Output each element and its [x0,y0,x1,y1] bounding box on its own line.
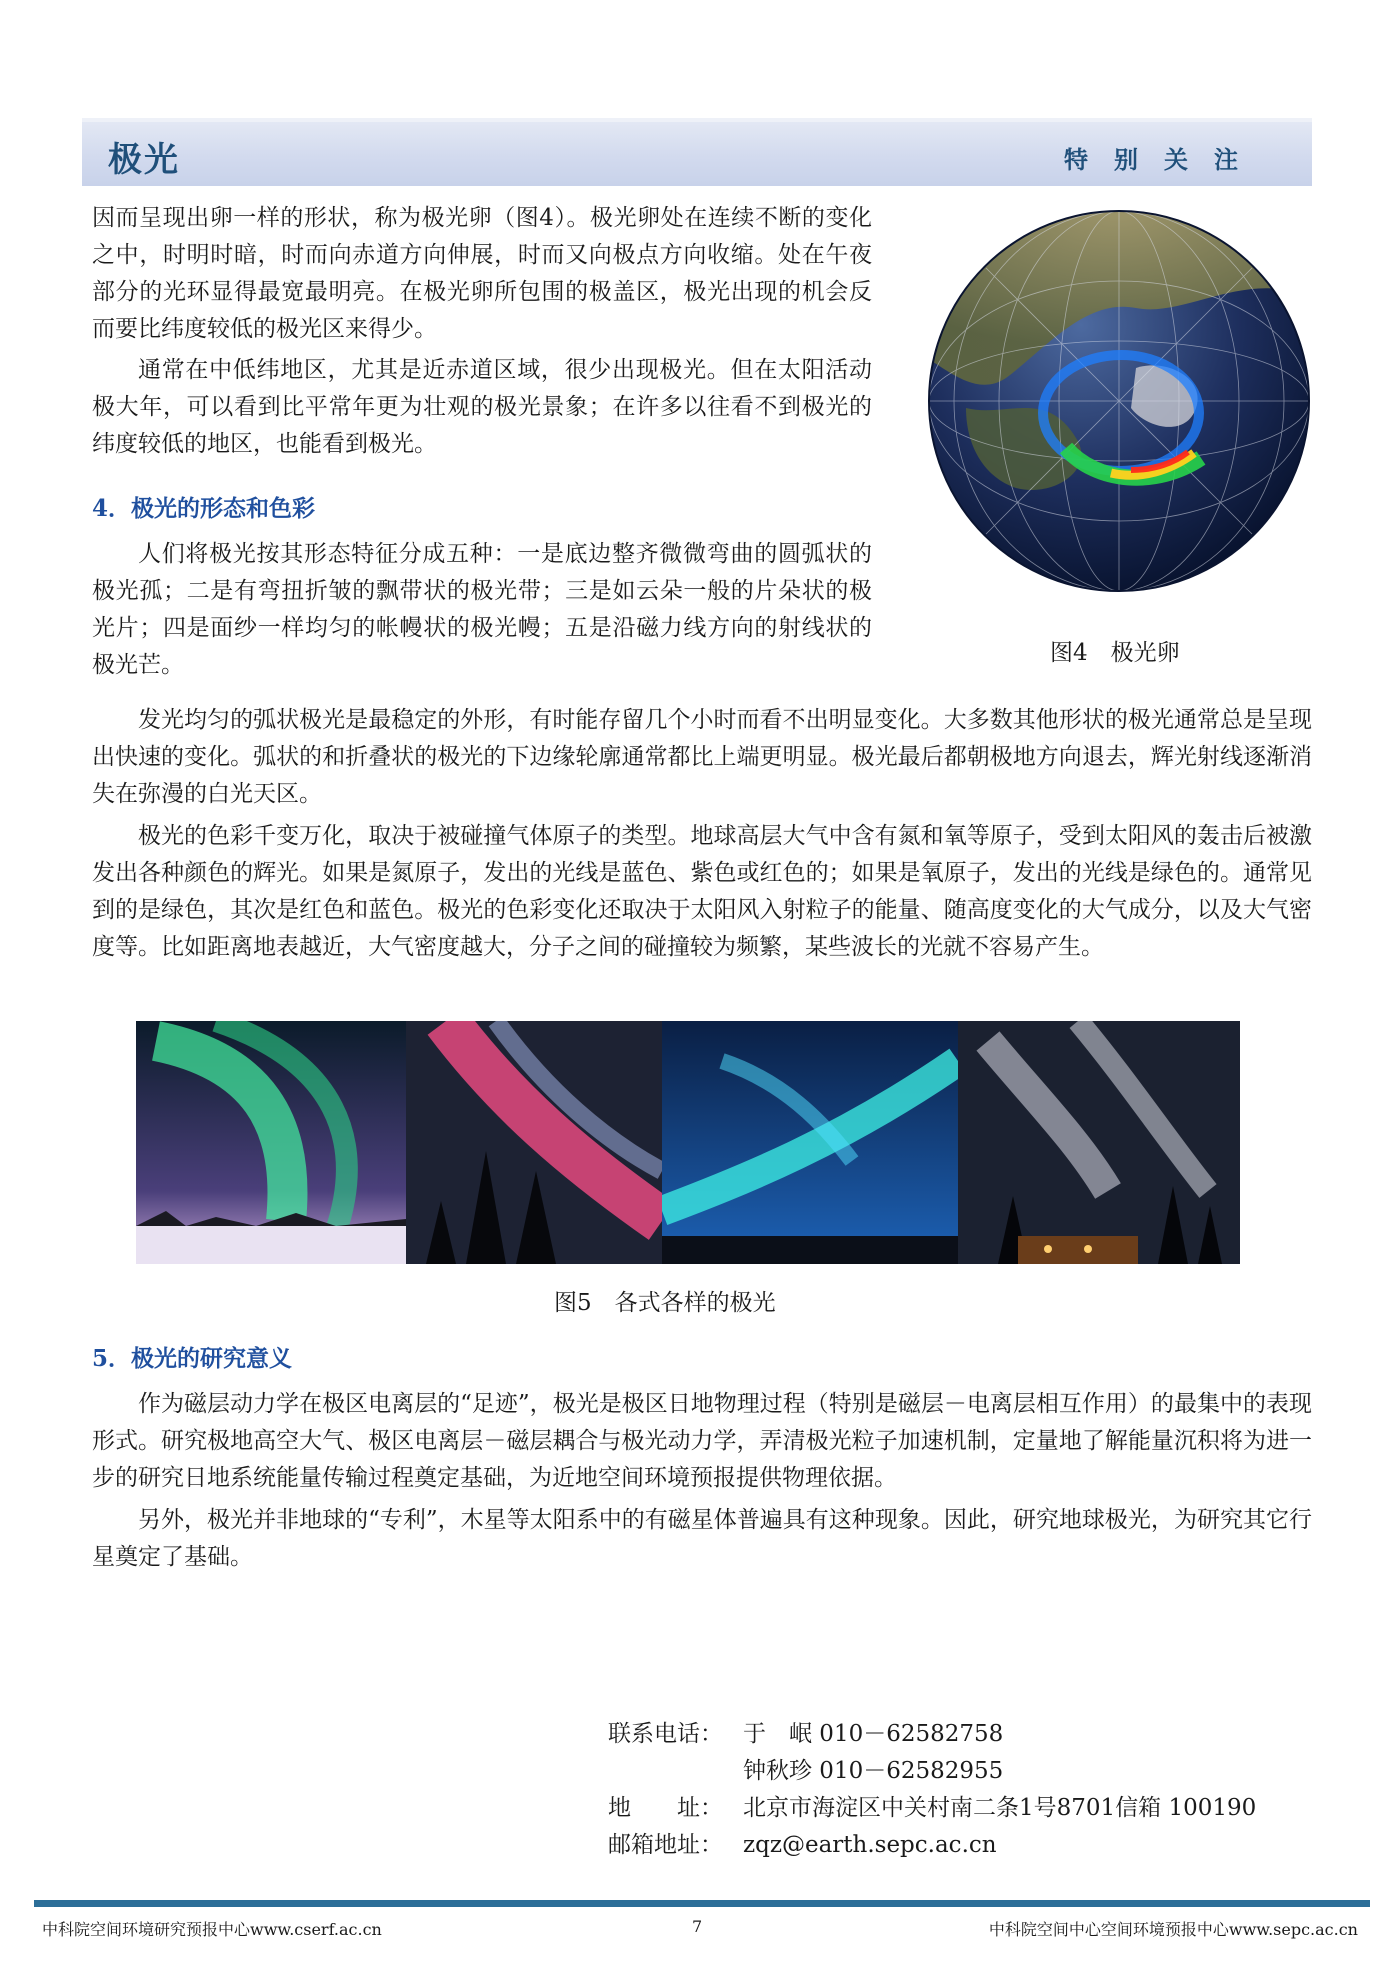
footer-left: 中科院空间环境研究预报中心www.cserf.ac.cn [42,1920,382,1939]
auroral-oval-globe-image [926,208,1312,594]
section-title: 极光 [108,140,180,180]
aurora-photo-green-arc [136,1021,406,1264]
paragraph-2: 通常在中低纬地区，尤其是近赤道区域，很少出现极光。但在太阳活动极大年，可以看到比平常年更为壮观的极光景象；在许多以往看不到极光的纬度较低的地区，也能看到极光。 [92,357,872,457]
section-tag: 特别关注 [1064,145,1264,174]
phone-1: 于 岷 010－62582758 [743,1721,1004,1747]
address-label: 地 址： [608,1795,723,1821]
figure-5-caption: 图5 各式各样的极光 [554,1290,776,1316]
heading-4: 4．极光的形态和色彩 [92,495,316,522]
header-banner [82,118,1312,186]
aurora-photo-white-rays [958,1021,1240,1264]
figure-4-caption: 图4 极光卵 [1050,640,1180,666]
paragraph-3: 人们将极光按其形态特征分成五种：一是底边整齐微微弯曲的圆弧状的极光孤；二是有弯扭折皱的飘带状的极光带；三是如云朵一般的片朵状的极光片；四是面纱一样均匀的帐幔状的极光幔；五是沿磁力线方向的射线状的极光芒。 [92,541,872,678]
aurora-photo-pink-curtain [406,1021,662,1264]
footer-right: 中科院空间中心空间环境预报中心www.sepc.ac.cn [988,1920,1358,1939]
phone-2: 钟秋珍 010－62582955 [743,1758,1004,1784]
footer-divider [34,1900,1370,1907]
email: zqz@earth.sepc.ac.cn [743,1832,997,1858]
paragraph-6: 作为磁层动力学在极区电离层的“足迹”，极光是极区日地物理过程（特别是磁层－电离层相互作用）的最集中的表现形式。研究极地高空大气、极区电离层－磁层耦合与极光动力学，弄清极光粒子加速机制，定量地了解能量沉积将为进一步的研究日地系统能量传输过程奠定基础，为近地空间环境预报提供物理依据。 [92,1391,1312,1491]
email-label: 邮箱地址： [608,1832,723,1858]
heading-5: 5．极光的研究意义 [92,1345,293,1372]
paragraph-5: 极光的色彩千变万化，取决于被碰撞气体原子的类型。地球高层大气中含有氮和氧等原子，受到太阳风的轰击后被激发出各种颜色的辉光。如果是氮原子，发出的光线是蓝色、紫色或红色的；如果是氧原子，发出的光线是绿色的。通常见到的是绿色，其次是红色和蓝色。极光的色彩变化还取决于太阳风入射粒子的能量、随高度变化的大气成分，以及大气密度等。比如距离地表越近，大气密度越大，分子之间的碰撞较为频繁，某些波长的光就不容易产生。 [92,823,1312,960]
address: 北京市海淀区中关村南二条1号8701信箱 100190 [743,1795,1257,1821]
paragraph-4: 发光均匀的弧状极光是最稳定的外形，有时能存留几个小时而看不出明显变化。大多数其他形状的极光通常总是呈现出快速的变化。弧状的和折叠状的极光的下边缘轮廓通常都比上端更明显。极光最后都朝极地方向退去，辉光射线逐渐消失在弥漫的白光天区。 [92,707,1312,807]
aurora-photo-blue-band [662,1021,958,1264]
paragraph-7: 另外，极光并非地球的“专利”，木星等太阳系中的有磁星体普遍具有这种现象。因此，研究地球极光，为研究其它行星奠定了基础。 [92,1507,1312,1570]
page-number: 7 [692,1917,703,1936]
phone-label: 联系电话： [608,1721,723,1747]
paragraph-1: 因而呈现出卵一样的形状，称为极光卵（图4）。极光卵处在连续不断的变化之中，时明时暗，时而向赤道方向伸展，时而又向极点方向收缩。处在午夜部分的光环显得最宽最明亮。在极光卵所包围的极盖区，极光出现的机会反而要比纬度较低的极光区来得少。 [92,205,872,342]
